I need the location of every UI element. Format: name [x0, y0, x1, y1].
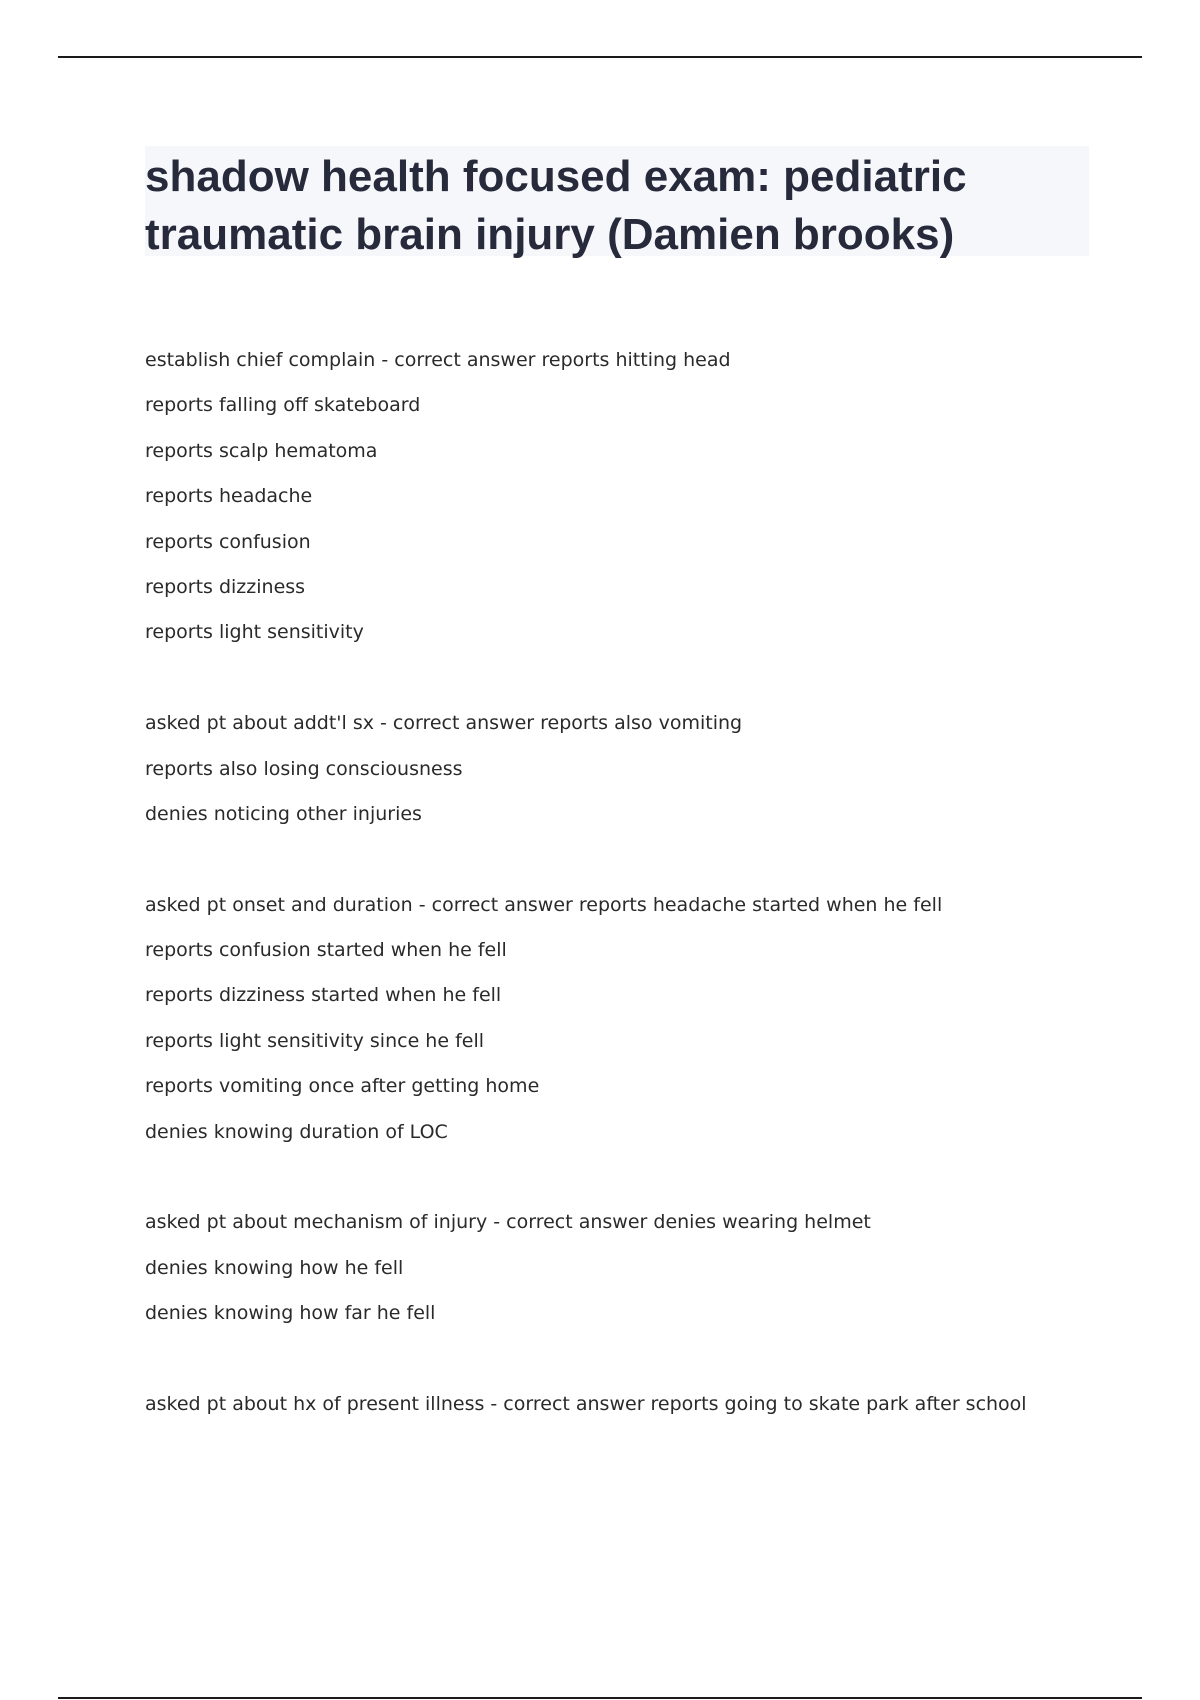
text-line: establish chief complain - correct answer reports hitting head — [145, 349, 731, 371]
text-line: reports confusion — [145, 530, 311, 553]
text-line: asked pt about addt'l sx - correct answer reports also vomiting — [145, 712, 743, 735]
document-body — [145, 348, 1105, 1437]
text-line: reports light sensitivity — [145, 621, 364, 644]
section-gap — [145, 1165, 1105, 1210]
section-gap — [145, 666, 1105, 711]
section-chief-complaint — [145, 348, 1105, 666]
section-mechanism-of-injury — [145, 1210, 1105, 1346]
text-line: reports dizziness — [145, 575, 306, 598]
text-line: denies knowing duration of LOC — [145, 1120, 448, 1143]
section-present-illness — [145, 1392, 1105, 1437]
text-line: denies knowing how he fell — [145, 1256, 404, 1279]
bottom-rule — [58, 1697, 1142, 1699]
text-line: reports light sensitivity since he fell — [145, 1029, 485, 1052]
text-line: reports also losing consciousness — [145, 757, 463, 780]
text-line: reports falling off skateboard — [145, 394, 421, 417]
text-line: reports dizziness started when he fell — [145, 984, 502, 1007]
text-line: denies knowing how far he fell — [145, 1302, 436, 1325]
text-line: asked pt about hx of present illness - correct answer reports going to skate park after school — [145, 1392, 1027, 1415]
text-line: reports vomiting once after getting home — [145, 1075, 540, 1098]
section-gap — [145, 1347, 1105, 1392]
text-line: reports confusion started when he fell — [145, 939, 507, 962]
text-line: asked pt onset and duration - correct answer reports headache started when he fell — [145, 893, 943, 916]
section-onset-duration — [145, 893, 1105, 1165]
section-gap — [145, 847, 1105, 892]
text-line: reports scalp hematoma — [145, 439, 378, 462]
title-block — [145, 146, 1089, 259]
text-line: reports headache — [145, 485, 313, 508]
top-rule — [58, 56, 1142, 58]
text-line: asked pt about mechanism of injury - correct answer denies wearing helmet — [145, 1211, 871, 1234]
section-additional-symptoms — [145, 711, 1105, 847]
page-title: shadow health focused exam: pediatric traumatic brain injury (Damien brooks) — [145, 152, 967, 259]
text-line: denies noticing other injuries — [145, 802, 422, 825]
